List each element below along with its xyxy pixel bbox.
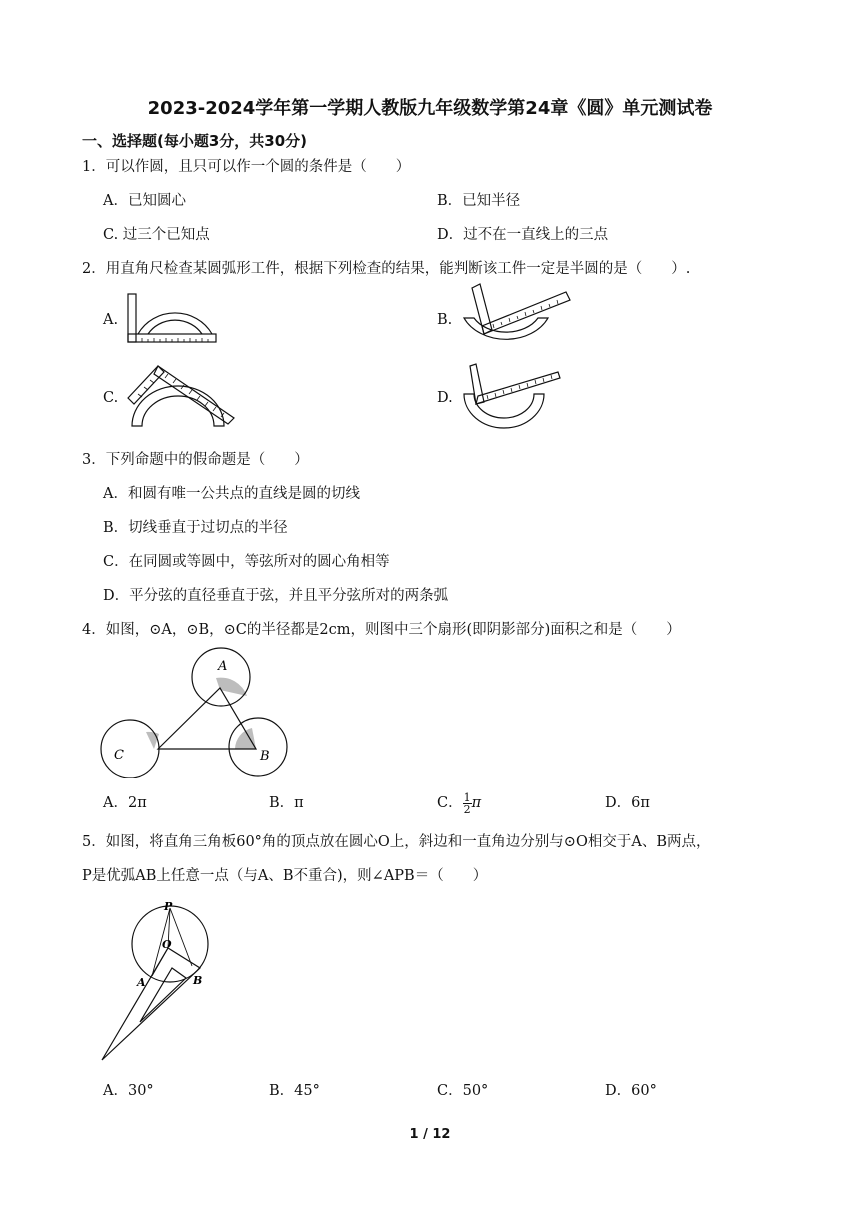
q1-stem: 1．可以作圆，且只可以作一个圆的条件是（ ） (82, 159, 411, 175)
q2-figure-d (458, 362, 564, 434)
q4-option-c (437, 790, 481, 816)
q2-figure-a (120, 290, 220, 348)
q4-option-c-prefix: C． (437, 795, 463, 811)
q2-option-d: D. (437, 390, 453, 406)
q4-figure (98, 646, 294, 778)
q4-option-b: B．π (269, 795, 304, 811)
q3-option-b: B．切线垂直于过切点的半径 (103, 520, 288, 536)
q5-option-b: B．45° (269, 1083, 320, 1099)
q2-stem: 2．用直角尺检查某圆弧形工件，根据下列检查的结果，能判断该工件一定是半圆的是（ ）. (82, 261, 691, 277)
section-heading: 一、选择题(每小题3分，共30分) (82, 132, 308, 150)
q5-figure (96, 896, 220, 1066)
q2-figure-c (124, 362, 236, 428)
q5-label-o: O (162, 938, 172, 951)
q5-option-d: D．60° (605, 1083, 657, 1099)
q4-stem: 4．如图，⊙A，⊙B，⊙C的半径都是2cm，则图中三个扇形(即阴影部分)面积之和是（ ） (82, 622, 681, 638)
q5-option-c: C．50° (437, 1083, 489, 1099)
q5-label-a: A (137, 976, 146, 989)
q3-option-c: C．在同圆或等圆中，等弦所对的圆心角相等 (103, 554, 390, 570)
q3-stem: 3．下列命题中的假命题是（ ） (82, 452, 309, 468)
q4-option-a: A．2π (103, 795, 147, 811)
q2-figure-b (458, 282, 574, 358)
q2-option-b: B. (437, 312, 453, 328)
q1-option-b: B．已知半径 (437, 193, 521, 209)
q4-fraction-denominator: 2 (463, 802, 471, 816)
page-number: 1 / 12 (409, 1127, 451, 1142)
q2-option-c: C. (103, 390, 119, 406)
q5-stem-line1: 5．如图，将直角三角板60°角的顶点放在圆心O上，斜边和一直角边分别与⊙O相交于A、B两点， (82, 834, 711, 850)
q4-fraction-numerator: 1 (463, 790, 471, 804)
q5-label-b: B (193, 974, 203, 987)
page-title: 2023-2024学年第一学期人教版九年级数学第24章《圆》单元测试卷 (147, 98, 713, 119)
q1-option-d: D．过不在一直线上的三点 (437, 227, 609, 243)
q5-option-a: A．30° (103, 1083, 154, 1099)
q4-option-d: D．6π (605, 795, 650, 811)
q5-label-p: P (164, 900, 173, 913)
q4-option-c-fraction (463, 792, 472, 815)
q4-label-a: A (218, 659, 228, 674)
q4-option-c-pi: π (471, 795, 482, 811)
q1-option-a: A．已知圆心 (103, 193, 186, 209)
q3-option-a: A．和圆有唯一公共点的直线是圆的切线 (103, 486, 360, 502)
q2-option-a: A. (103, 312, 119, 328)
q5-stem-line2: P是优弧AB上任意一点（与A、B不重合)，则∠APB＝（ ） (82, 868, 488, 884)
q1-option-c: C. 过三个已知点 (103, 227, 210, 243)
q4-label-c: C (114, 748, 124, 763)
q4-label-b: B (260, 749, 270, 764)
q3-option-d: D．平分弦的直径垂直于弦，并且平分弦所对的两条弧 (103, 588, 449, 604)
